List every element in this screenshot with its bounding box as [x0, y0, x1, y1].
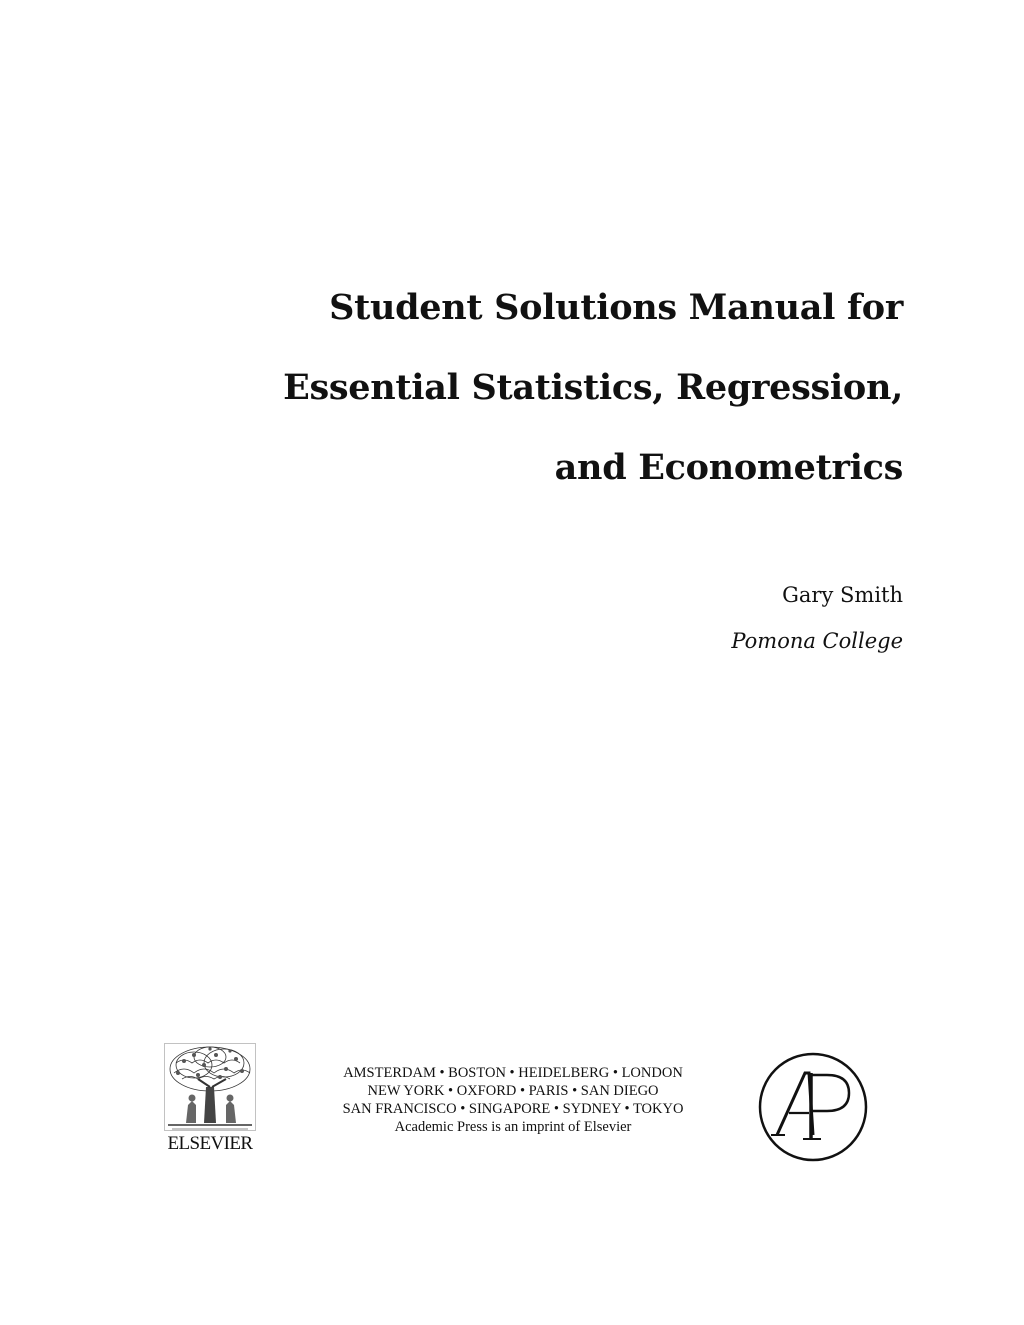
cities-line-1: AMSTERDAM • BOSTON • HEIDELBERG • LONDON: [343, 1065, 683, 1081]
publisher-cities: [318, 1064, 708, 1136]
title-line-2: Essential Statistics, Regression,: [283, 367, 903, 408]
elsevier-wordmark: ELSEVIER: [167, 1133, 253, 1154]
tree-icon: [164, 1043, 256, 1131]
author-affiliation: Pomona College: [731, 629, 903, 653]
book-title: [263, 268, 903, 508]
author-block: [731, 572, 903, 664]
author-name: Gary Smith: [782, 583, 903, 607]
cities-line-3: SAN FRANCISCO • SINGAPORE • SYDNEY • TOKYO: [342, 1101, 684, 1117]
elsevier-logo: [160, 1043, 260, 1158]
cities-line-2: NEW YORK • OXFORD • PARIS • SAN DIEGO: [367, 1083, 659, 1099]
title-line-3: and Econometrics: [554, 447, 903, 488]
ap-monogram-icon: [757, 1051, 869, 1163]
title-line-1: Student Solutions Manual for: [329, 287, 903, 328]
imprint-note: Academic Press is an imprint of Elsevier: [394, 1119, 632, 1135]
